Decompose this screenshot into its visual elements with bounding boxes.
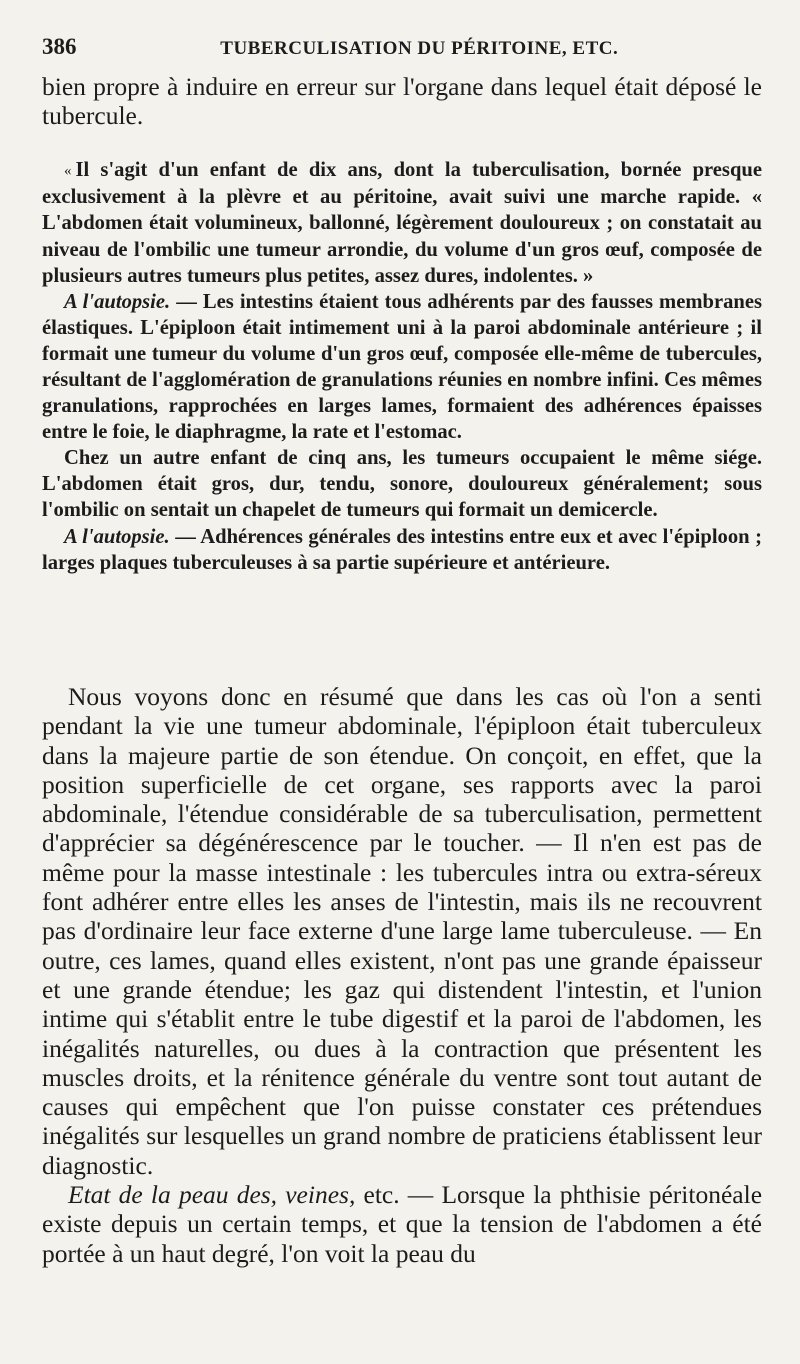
skin-section-text: etc. — Lorsque la phthisie péritonéale existe depuis un certain temps, et que la tension de l'abdomen a été portée à un haut degré, l'on voit la peau du [42,1180,763,1268]
autopsy-report-2 [42,524,762,576]
page-header [42,34,762,60]
autopsy-report-1 [42,289,762,446]
running-title: TUBERCULISATION DU PÉRITOINE, ETC. [220,38,619,59]
autopsy-label: A l'autopsie. [64,290,171,313]
case-report-1 [42,157,762,289]
paragraph-mark: « [64,163,72,180]
autopsy-report-1-text: — Les intestins étaient tous adhérents par des fausses membranes élastiques. L'épiploon était intimement uni à la paroi abdominale antérieure ; il formait une tumeur du volume d'un gros œuf, composée elle-même de tubercules, résultant de l'agglomération de granulations réunies en nombre infini. Ces mêmes granulations, rapprochées en larges lames, formaient des adhérences épaisses entre le foie, le diaphragme, la rate et l'estomac. [42,290,762,444]
opening-paragraph: bien propre à induire en erreur sur l'organe dans lequel était déposé le tubercule. [42,72,762,131]
opening-paragraph-block [42,72,762,131]
summary-block [42,682,762,1268]
autopsy-report-2-text: — Adhérences générales des intestins entre eux et avec l'épiploon ; larges plaques tuberculeuses à sa partie supérieure et antérieure. [42,525,763,574]
autopsy-label: A l'autopsie. [64,525,170,548]
section-heading: Etat de la peau des, veines, [68,1180,356,1210]
case-reports-block [42,157,762,576]
summary-paragraph: Nous voyons donc en résumé que dans les cas où l'on a senti pendant la vie une tumeur abdominale, l'épiploon était tuberculeux dans la majeure partie de son étendue. On conçoit, en effet, que la position superficielle de cet organe, ses rapports avec la paroi abdominale, l'étendue considérable de sa tuberculisation, permettent d'apprécier sa dégénérescence par le toucher. — Il n'en est pas de même pour la masse intestinale : les tubercules intra ou extra-séreux font adhérer entre elles les anses de l'intestin, mais ils ne recouvrent pas d'ordinaire leur face externe d'une large lame tuberculeuse. — En outre, ces lames, quand elles existent, n'ont pas une grande épaisseur et une grande étendue; les gaz qui distendent l'intestin, et l'union intime qui s'établit entre le tube digestif et la paroi de l'abdomen, les inégalités naturelles, ou dues à la contraction que présentent les muscles droits, et la rénitence générale du ventre sont tout autant de causes qui empêchent que l'on puisse constater ces prétendues inégalités sur lesquelles un grand nombre de praticiens établissent leur diagnostic. [42,682,762,1180]
case-report-1-text: Il s'agit d'un enfant de dix ans, dont la tuberculisation, bornée presque exclusivement à la plèvre et au péritoine, avait suivi une marche rapide. « L'abdomen était volumineux, ballonné, légèrement douloureux ; on constatait au niveau de l'ombilic une tumeur arrondie, du volume d'un gros œuf, composée de plusieurs autres tumeurs plus petites, assez dures, indolentes. » [42,159,762,287]
skin-section-paragraph [42,1180,762,1268]
case-report-2: Chez un autre enfant de cinq ans, les tumeurs occupaient le même siége. L'abdomen était gros, dur, tendu, sonore, douloureux généralement; sous l'ombilic on sentait un chapelet de tumeurs qui formait un demicercle. [42,447,762,522]
page-number: 386 [42,34,77,59]
